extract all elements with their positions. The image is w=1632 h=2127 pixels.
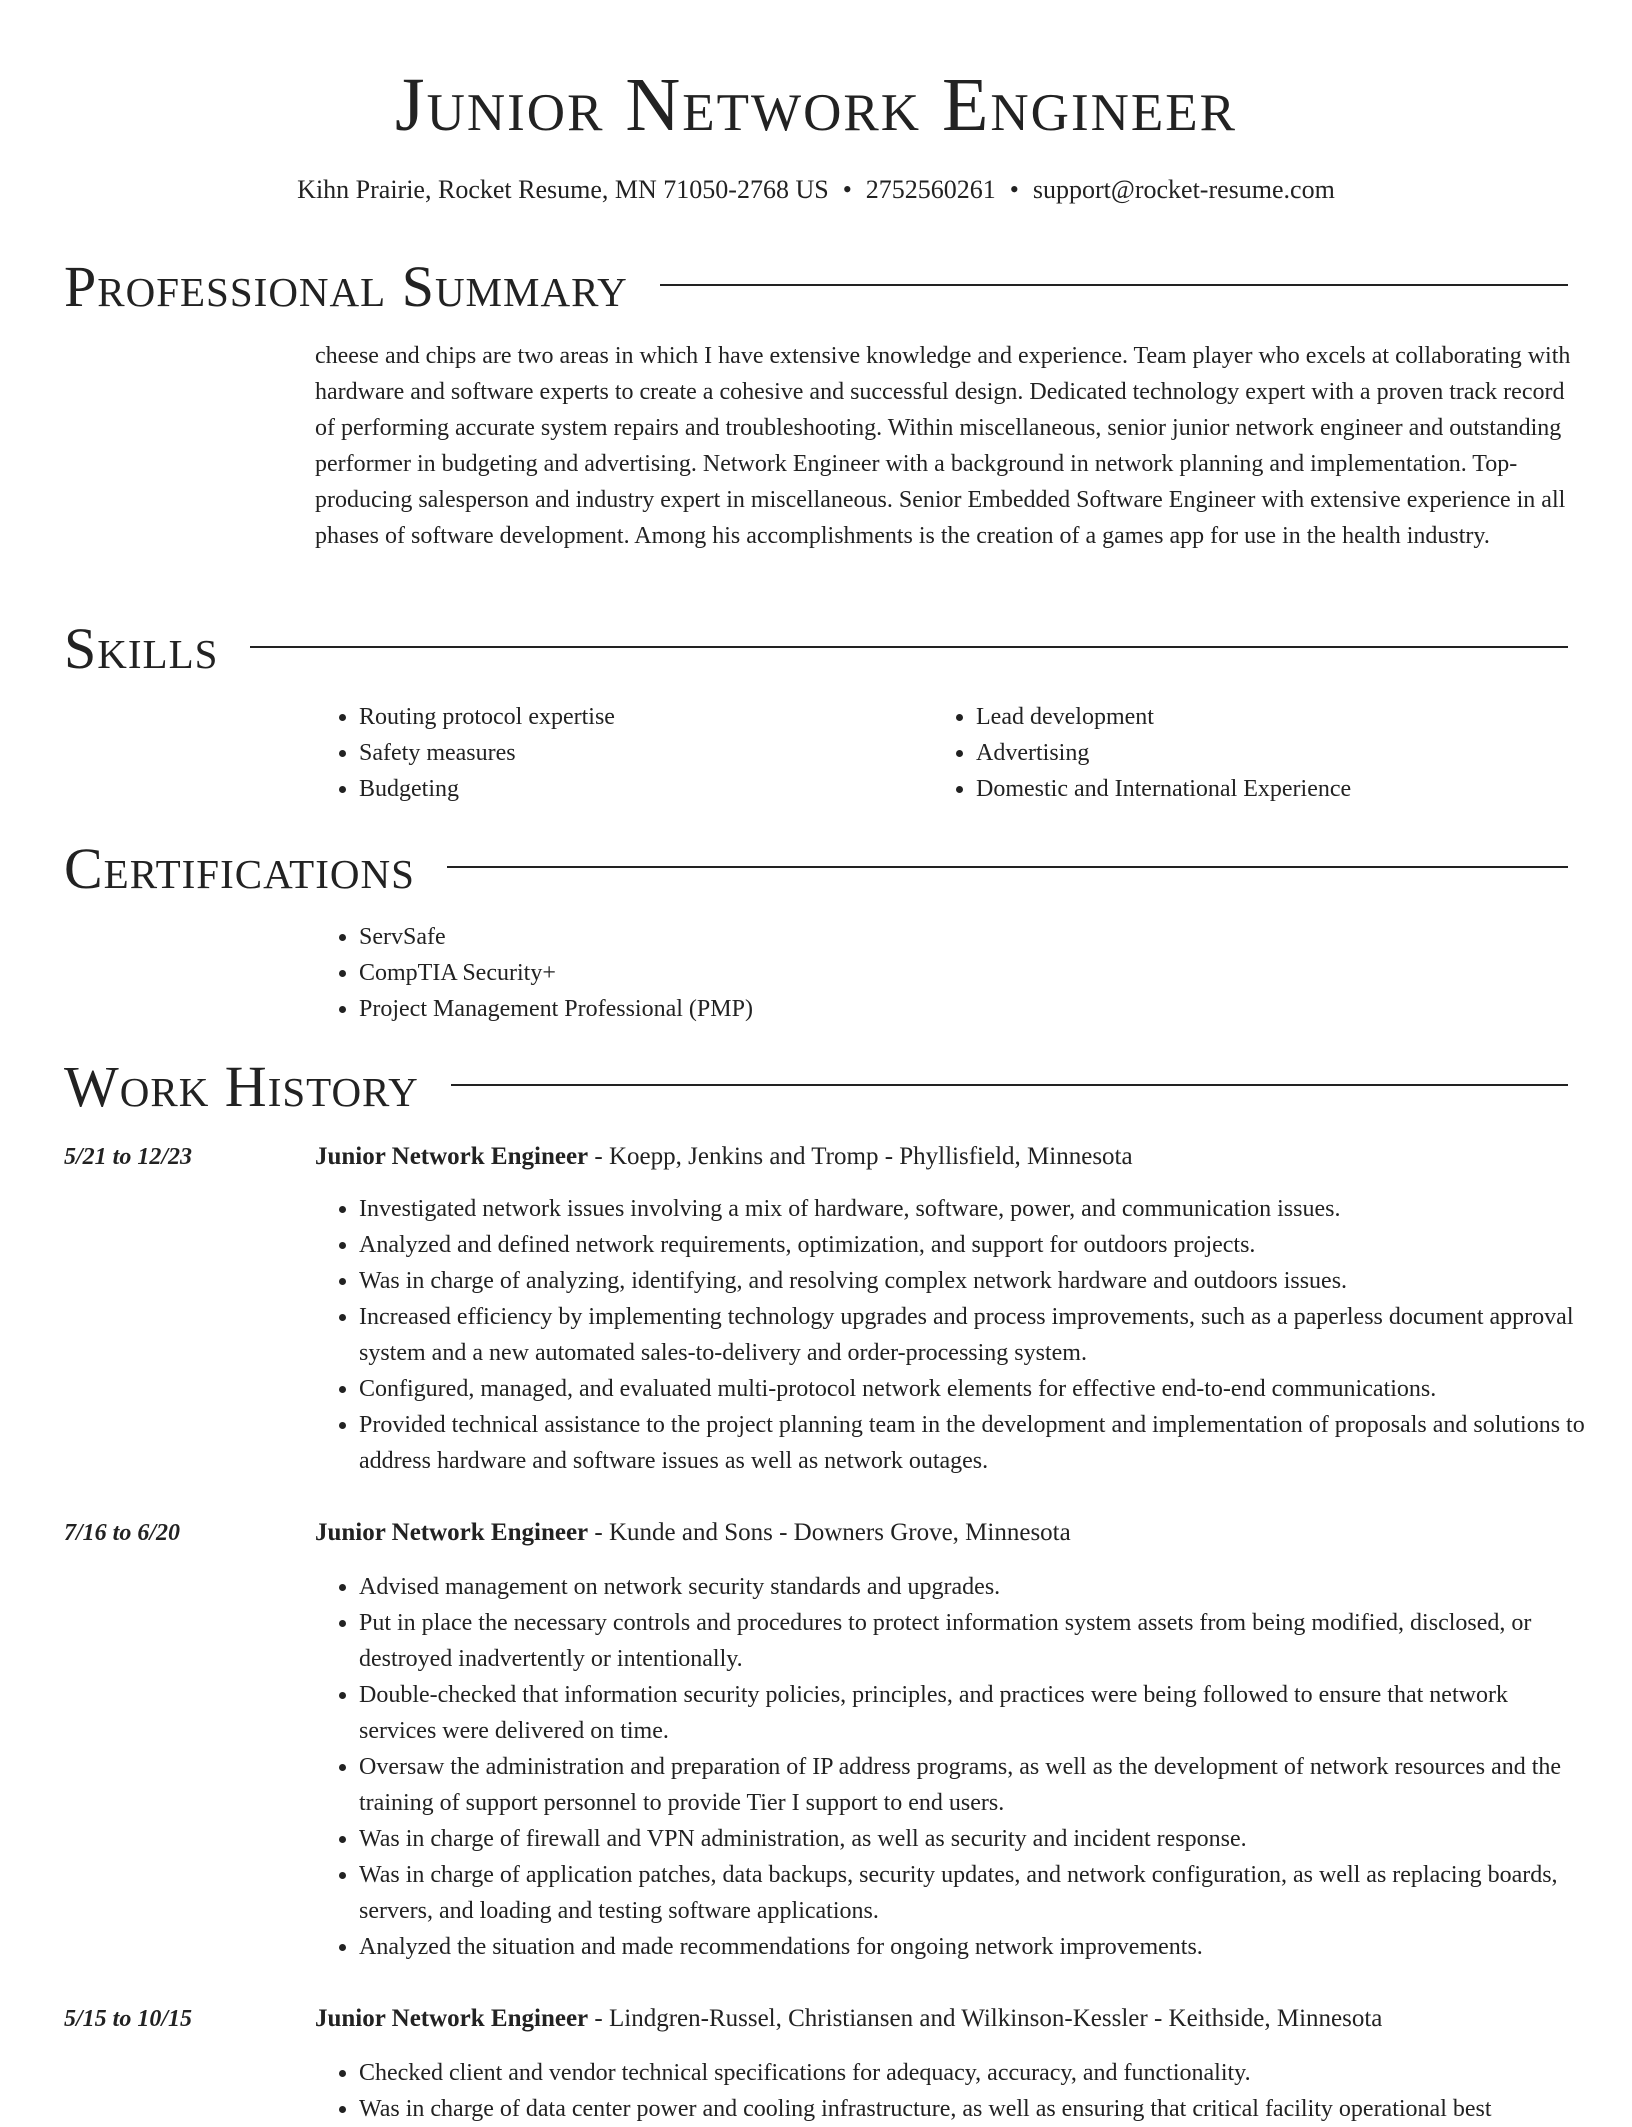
job-bullet: • Was in charge of firewall and VPN administration, as well as security and incident response. [359, 1821, 1585, 1857]
section-divider [660, 284, 1568, 286]
skill-item: • Domestic and International Experience [976, 771, 1351, 807]
job-bullet: • Provided technical assistance to the project planning team in the development and implementation of proposals and solutions to address hardware and software issues as well as network outages. [359, 1407, 1585, 1479]
skill-item: • Lead development [976, 699, 1351, 735]
job-heading [315, 2001, 1382, 2037]
skill-item: • Safety measures [359, 735, 615, 771]
contact-separator: • [842, 175, 852, 204]
job-bullet: • Configured, managed, and evaluated multi-protocol network elements for effective end-to-end communications. [359, 1371, 1585, 1407]
resume-name: Junior Network Engineer [395, 63, 1237, 147]
certifications-heading: Certifications [64, 836, 415, 901]
summary-section-header [64, 254, 1568, 320]
certifications-list [315, 919, 753, 1027]
certifications-block [315, 919, 753, 1027]
job-bullets [315, 2055, 1585, 2127]
contact-line [0, 174, 1632, 206]
job-bullet: • Oversaw the administration and preparation of IP address programs, as well as the development of network resources and the training of support personnel to provide Tier I support to end users. [359, 1749, 1585, 1821]
job-heading [315, 1515, 1071, 1551]
certification-item: • CompTIA Security+ [359, 955, 753, 991]
work-history-heading: Work History [64, 1054, 419, 1119]
job-bullet: • Analyzed the situation and made recommendations for ongoing network improvements. [359, 1929, 1585, 1965]
job-dates: 5/15 to 10/15 [64, 2006, 193, 2032]
section-divider [250, 646, 1568, 648]
job-bullet: • Put in place the necessary controls and procedures to protect information system assets from being modified, disclosed, or destroyed inadvertently or intentionally. [359, 1605, 1585, 1677]
job-bullet: • Double-checked that information security policies, principles, and practices were being followed to ensure that network services were delivered on time. [359, 1677, 1585, 1749]
job-dates: 7/16 to 6/20 [64, 1520, 181, 1546]
job-bullet: • Was in charge of analyzing, identifying, and resolving complex network hardware and outdoors issues. [359, 1263, 1585, 1299]
job-bullet: • Analyzed and defined network requirements, optimization, and support for outdoors projects. [359, 1227, 1585, 1263]
skills-heading: Skills [64, 616, 219, 681]
skills-left-column [315, 699, 615, 807]
job-heading [315, 1139, 1133, 1175]
job-bullet: • Increased efficiency by implementing technology upgrades and process improvements, such as a paperless document approval system and a new automated sales-to-delivery and order-processing system. [359, 1299, 1585, 1371]
contact-address: Kihn Prairie, Rocket Resume, MN 71050-2768 US [297, 175, 829, 204]
certifications-section-header [64, 836, 1568, 902]
job-bullets [315, 1569, 1585, 1965]
certification-item: • ServSafe [359, 919, 753, 955]
job-bullet: • Investigated network issues involving a mix of hardware, software, power, and communication issues. [359, 1191, 1585, 1227]
job-title: Junior Network Engineer [315, 2005, 589, 2032]
skills-right-list [932, 699, 1351, 807]
section-divider [447, 866, 1568, 868]
contact-separator: • [1009, 175, 1019, 204]
section-divider [451, 1084, 1568, 1086]
skills-section-header [64, 616, 1568, 682]
summary-text: cheese and chips are two areas in which I have extensive knowledge and experience. Team player who excels at collaborating with hardware and software experts to create a cohesive and successful design. Dedicated technology expert with a proven track record of performing accurate system repairs and troubleshooting. Within miscellaneous, senior junior network engineer and outstanding performer in budgeting and advertising. Network Engineer with a background in network planning and implementation. Top-producing salesperson and industry expert in miscellaneous. Senior Embedded Software Engineer with extensive experience in all phases of software development. Among his accomplishments is the creation of a games app for use in the health industry. [315, 343, 1571, 549]
job-title: Junior Network Engineer [315, 1143, 589, 1170]
work-history-section-header [64, 1054, 1568, 1120]
skills-right-column [932, 699, 1351, 807]
job-bullet: • Advised management on network security standards and upgrades. [359, 1569, 1585, 1605]
job-employer-location: - Koepp, Jenkins and Tromp - Phyllisfield, Minnesota [588, 1143, 1133, 1170]
certification-item: • Project Management Professional (PMP) [359, 991, 753, 1027]
skill-item: • Advertising [976, 735, 1351, 771]
skills-left-list [315, 699, 615, 807]
skill-item: • Budgeting [359, 771, 615, 807]
contact-phone: 2752560261 [865, 175, 996, 204]
skill-item: • Routing protocol expertise [359, 699, 615, 735]
job-bullets [315, 1191, 1585, 1479]
job-bullet: • Was in charge of data center power and cooling infrastructure, as well as ensuring that critical facility operational best [359, 2091, 1585, 2127]
job-bullet: • Was in charge of application patches, data backups, security updates, and network configuration, as well as replacing boards, servers, and loading and testing software applications. [359, 1857, 1585, 1929]
job-employer-location: - Kunde and Sons - Downers Grove, Minnesota [588, 1519, 1071, 1546]
job-employer-location: - Lindgren-Russel, Christiansen and Wilkinson-Kessler - Keithside, Minnesota [588, 2005, 1383, 2032]
contact-email: support@rocket-resume.com [1032, 175, 1335, 204]
summary-heading: Professional Summary [64, 254, 628, 319]
job-dates: 5/21 to 12/23 [64, 1144, 193, 1170]
job-bullet: • Checked client and vendor technical specifications for adequacy, accuracy, and functionality. [359, 2055, 1585, 2091]
job-title: Junior Network Engineer [315, 1519, 589, 1546]
